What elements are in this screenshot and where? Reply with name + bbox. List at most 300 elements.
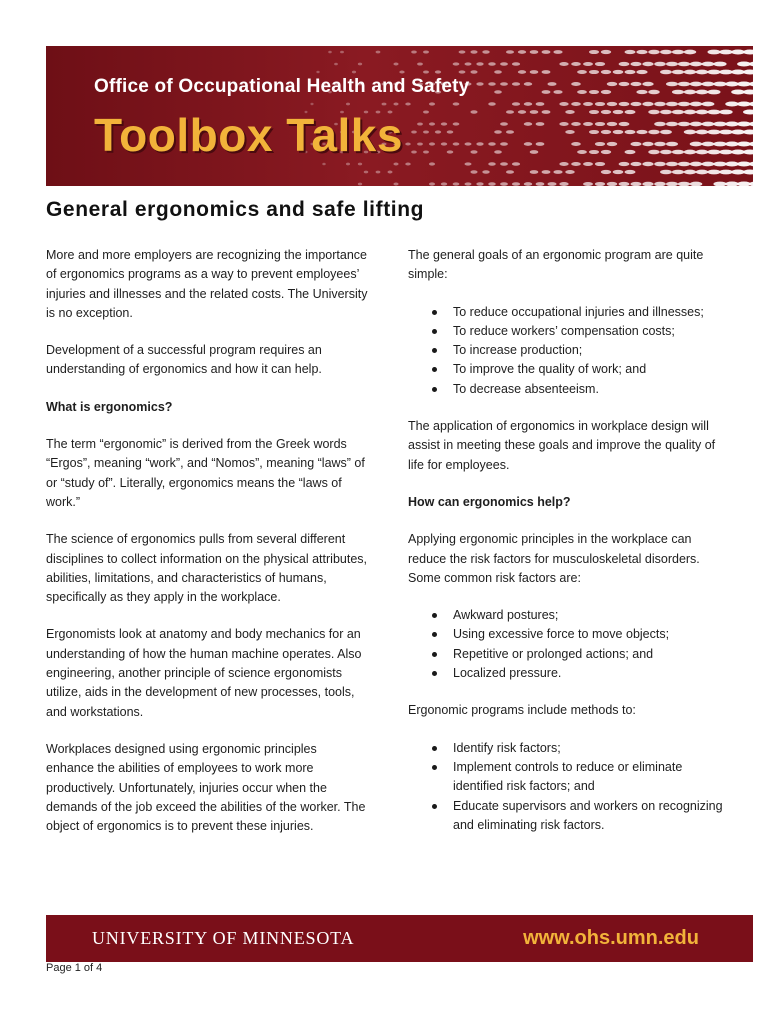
banner-dot (749, 121, 753, 126)
banner-dot (725, 182, 738, 186)
banner-dot (494, 130, 502, 134)
banner-dot (423, 110, 429, 113)
banner-dot (506, 130, 514, 134)
banner-dot (488, 142, 496, 145)
banner-dot (702, 162, 715, 167)
banner-dot (465, 62, 472, 65)
banner-dot (737, 122, 751, 127)
banner-dot (542, 90, 551, 94)
banner-dot (737, 182, 751, 186)
banner-dot (536, 122, 545, 126)
banner-dot (690, 102, 703, 107)
banner-dot (684, 170, 696, 175)
banner-dot (583, 122, 593, 126)
banner-dot (684, 130, 696, 135)
banner-dot (310, 103, 313, 105)
banner-dot (607, 182, 618, 186)
banner-dot (666, 142, 678, 147)
banner-dot (601, 110, 611, 114)
banner-dot (565, 130, 574, 134)
banner-dot (411, 50, 417, 53)
banner-dot (725, 162, 738, 167)
banner-dot (571, 62, 581, 66)
banner-dot (382, 103, 387, 106)
banner-dot (654, 102, 666, 106)
banner-dot (393, 183, 398, 186)
banner-dot (654, 122, 666, 126)
banner-dot (453, 102, 460, 105)
banner-dot (465, 182, 472, 185)
banner-dot (316, 71, 319, 73)
banner-dot (405, 103, 411, 106)
banner-dot (707, 50, 720, 55)
banner-dot (713, 82, 726, 87)
banner-dot (559, 62, 568, 66)
banner-dot (429, 182, 435, 185)
banner-dot (411, 130, 417, 133)
list-item: Identify risk factors; (453, 739, 730, 758)
banner-dot (559, 102, 568, 106)
banner-dot (417, 62, 423, 65)
banner-dot (654, 142, 666, 146)
banner-dot (589, 50, 599, 54)
banner-dot (524, 82, 532, 86)
banner-dot (571, 82, 581, 86)
banner-dot (743, 70, 753, 75)
banner-dot (518, 50, 526, 54)
footer-banner (46, 915, 753, 962)
banner-dot (334, 63, 338, 66)
banner-dot (601, 150, 611, 154)
banner-dot (607, 82, 618, 86)
banner-dot (577, 150, 587, 154)
banner-dot (731, 170, 745, 175)
banner-dot (607, 142, 618, 146)
banner-dot (512, 162, 520, 166)
how-can-ergonomics-help-heading: How can ergonomics help? (408, 494, 571, 509)
banner-dot (518, 110, 526, 114)
banner-dot (743, 110, 753, 115)
banner-dot (702, 102, 715, 107)
banner-dot (737, 162, 751, 167)
banner-dot (642, 142, 653, 146)
banner-dot (488, 62, 496, 65)
banner-dot (470, 150, 477, 153)
banner-dot (672, 70, 684, 75)
science-paragraph: The science of ergonomics pulls from several different disciplines to collect information on the physical attributes, abilities, limitations, and characteristics of humans, specifically as they apply in the workplace. (46, 532, 367, 605)
banner-dot (642, 182, 653, 186)
banner-dot (524, 142, 532, 146)
banner-dot (435, 70, 441, 73)
banner-dot (613, 170, 624, 174)
banner-dot (619, 62, 630, 66)
page-number: Page 1 of 4 (46, 962, 103, 974)
list-item: To improve the quality of work; and (453, 360, 730, 379)
banner-dot (417, 122, 423, 125)
banner-dot (601, 90, 611, 94)
banner-dot (707, 130, 720, 135)
banner-dot (648, 90, 660, 94)
banner-dot (684, 50, 696, 55)
banner-dot (696, 170, 709, 175)
banner-dot (589, 130, 599, 134)
methods-list (408, 739, 730, 835)
banner-dot (678, 122, 690, 127)
banner-dot (601, 130, 611, 134)
banner-dot (749, 101, 753, 106)
banner-dot (500, 162, 508, 166)
banner-dot (642, 82, 653, 86)
banner-dot (506, 170, 514, 174)
banner-dot (707, 170, 720, 175)
banner-dot (423, 130, 429, 133)
banner-dot (696, 130, 709, 135)
banner-dot (731, 70, 745, 75)
banner-dot (630, 102, 641, 106)
banner-dot (453, 62, 460, 65)
banner-dot (660, 110, 672, 114)
banner-dot (393, 163, 398, 166)
banner-dot (636, 50, 647, 54)
banner-dot (666, 62, 678, 67)
banner-dot (470, 70, 477, 73)
list-item: To reduce occupational injuries and illnesses; (453, 303, 730, 322)
banner-dot (524, 122, 532, 126)
banner-dot (571, 162, 581, 166)
banner-dot (494, 90, 502, 94)
banner-dot (666, 122, 678, 127)
banner-dot (601, 170, 611, 174)
banner-dot (630, 182, 641, 186)
banner-dot (731, 50, 745, 55)
banner-dot (684, 110, 696, 115)
banner-dot (441, 142, 447, 145)
banner-dot (743, 170, 753, 175)
banner-dot (625, 150, 636, 154)
banner-dot (441, 122, 447, 125)
banner-dot (512, 82, 520, 86)
list-item: Using excessive force to move objects; (453, 625, 730, 644)
banner-dot (559, 182, 568, 186)
banner-dot (630, 82, 641, 86)
banner-dot (619, 182, 630, 186)
banner-dot (500, 62, 508, 66)
banner-dot (512, 182, 520, 186)
banner-dot (666, 182, 678, 186)
list-item: Localized pressure. (453, 664, 730, 683)
banner-dot (702, 142, 715, 147)
banner-dot (553, 50, 562, 54)
banner-dot (542, 110, 551, 114)
banner-dot (702, 122, 715, 127)
term-definition-paragraph: The term “ergonomic” is derived from the Greek words “Ergos”, meaning “work”, and “Nomos”, meaning “laws” of or “study of”. Literally, ergonomics means the “laws of work.” (46, 437, 365, 509)
banner-dot (690, 82, 703, 87)
banner-dot (393, 103, 398, 106)
right-column (408, 246, 730, 853)
banner-dot (642, 162, 653, 166)
banner-dot (512, 62, 520, 66)
banner-dot (713, 142, 726, 147)
banner-dot (405, 143, 411, 146)
banner-dot (678, 162, 690, 167)
banner-dot (690, 142, 703, 147)
banner-dot (423, 70, 429, 73)
list-item: Awkward postures; (453, 606, 730, 625)
banner-dot (601, 50, 611, 54)
banner-dot (494, 150, 502, 154)
banner-dot (743, 90, 753, 95)
banner-dot (429, 142, 435, 145)
banner-dot (619, 102, 630, 106)
banner-dot (660, 130, 672, 134)
banner-dot (518, 70, 526, 74)
website-link[interactable]: www.ohs.umn.edu (523, 927, 699, 949)
banner-dot (630, 162, 641, 166)
banner-dot (642, 102, 653, 106)
banner-dot (690, 162, 703, 167)
banner-dot (476, 142, 483, 145)
banner-dot (630, 142, 641, 146)
banner-dot (749, 141, 753, 146)
banner-dot (672, 170, 684, 175)
banner-dot (500, 82, 508, 86)
banner-dot (719, 150, 732, 155)
banner-dot (648, 150, 660, 154)
office-name: Office of Occupational Health and Safety (94, 76, 470, 97)
banner-dot (737, 62, 751, 67)
banner-dot (743, 150, 753, 155)
banner-dot (601, 70, 611, 74)
banner-dot (470, 170, 477, 173)
toolbox-talks-title: Toolbox Talks (94, 109, 403, 161)
banner-dot (559, 122, 568, 126)
list-item: To reduce workers’ compensation costs; (453, 322, 730, 341)
goals-intro-paragraph: The general goals of an ergonomic program are quite simple: (408, 248, 704, 282)
banner-dot (731, 90, 745, 95)
banner-dot (684, 90, 696, 95)
banner-dot (524, 182, 532, 186)
banner-dot (559, 162, 568, 166)
banner-dot (678, 82, 690, 87)
banner-dot (713, 182, 726, 186)
banner-dot (506, 110, 514, 114)
banner-dot (619, 122, 630, 126)
banner-dot (719, 170, 732, 175)
banner-dot (595, 142, 605, 146)
banner-dot (719, 50, 732, 55)
banner-dot (625, 70, 636, 74)
banner-dot (690, 122, 703, 127)
banner-dot (749, 61, 753, 66)
banner-dot (577, 90, 587, 94)
banner-dot (678, 182, 690, 186)
banner-dot (737, 102, 751, 107)
page-title: General ergonomics and safe lifting (46, 198, 425, 221)
banner-dot (719, 130, 732, 135)
banner-dot (470, 110, 477, 113)
banner-dot (678, 102, 690, 107)
banner-dot (731, 150, 745, 155)
banner-dot (731, 130, 745, 135)
banner-dot (707, 110, 720, 115)
banner-dot (648, 130, 660, 134)
banner-dot (696, 110, 709, 115)
banner-dot (536, 142, 545, 146)
banner-dot (524, 102, 532, 106)
left-column (46, 246, 368, 854)
banner-dot (536, 102, 545, 106)
banner-dot (613, 130, 624, 134)
banner-dot (625, 170, 636, 174)
banner-dot (470, 50, 477, 53)
ergonomists-paragraph: Ergonomists look at anatomy and body mechanics for an understanding of how the human machine operates. Also engineering, another principle of science ergonomists utilize, aids in the development of new processes, tools, and workstations. (46, 627, 362, 719)
banner-dot (583, 162, 593, 166)
banner-dot (589, 70, 599, 74)
banner-dot (441, 182, 447, 185)
banner-dot (488, 82, 496, 85)
banner-dot (589, 90, 599, 94)
risk-factors-list (408, 606, 730, 683)
banner-dot (690, 182, 703, 186)
workplaces-paragraph: Workplaces designed using ergonomic principles enhance the abilities of employees to work more productively. Unfortunately, injuries occur when the demands of the job exceed the abilities of the worker. The object of ergonomics is to prevent these injuries. (46, 741, 366, 834)
banner-dot (577, 70, 587, 74)
banner-dot (660, 70, 672, 74)
banner-dot (553, 90, 562, 94)
banner-dot (411, 150, 417, 153)
banner-dot (725, 122, 738, 127)
application-paragraph: The application of ergonomics in workplace design will assist in meeting these goals and improve the quality of life for employees. (408, 419, 716, 472)
banner-dot (636, 70, 647, 74)
banner-dot (583, 62, 593, 66)
banner-dot (399, 71, 404, 74)
banner-dot (536, 182, 545, 186)
banner-dot (672, 150, 684, 155)
banner-dot (346, 103, 350, 106)
banner-dot (625, 130, 636, 134)
banner-dot (583, 102, 593, 106)
banner-dot (393, 63, 398, 66)
banner-dot (666, 82, 678, 87)
banner-dot (530, 110, 539, 114)
banner-dot (690, 62, 703, 67)
banner-dot (530, 150, 539, 154)
intro-paragraph: More and more employers are recognizing the importance of ergonomics programs as a way to prevent employees’ injuries and illnesses and the related costs. The University is no exception. (46, 248, 368, 320)
banner-dot (500, 142, 508, 146)
banner-dot (743, 130, 753, 135)
banner-dot (589, 150, 599, 154)
banner-dot (707, 90, 720, 95)
banner-dot (571, 142, 581, 146)
banner-dot (595, 122, 605, 126)
banner-dot (595, 62, 605, 66)
banner-dot (595, 162, 605, 166)
banner-dot (482, 50, 489, 53)
banner-dot (530, 70, 539, 74)
banner-dot (660, 150, 672, 154)
banner-dot (749, 161, 753, 166)
goals-list (408, 303, 730, 399)
banner-dot (636, 90, 647, 94)
banner-dot (488, 182, 496, 185)
banner-dot (713, 162, 726, 167)
banner-dot (571, 102, 581, 106)
banner-dot (417, 142, 423, 145)
banner-dot (476, 82, 483, 85)
banner-dot (405, 163, 411, 166)
banner-dot (376, 51, 381, 54)
banner-dot (684, 70, 696, 75)
banner-dot (547, 82, 556, 86)
banner-dot (346, 163, 350, 166)
banner-dot (429, 122, 435, 125)
banner-dot (684, 150, 696, 155)
methods-intro-paragraph: Ergonomic programs include methods to: (408, 703, 636, 718)
banner-dot (459, 70, 466, 73)
university-wordmark: UNIVERSITY OF MINNESOTA (92, 928, 355, 948)
banner-dot (607, 102, 618, 106)
banner-dot (423, 50, 429, 53)
banner-dot (613, 110, 624, 114)
banner-dot (429, 102, 435, 105)
banner-dot (530, 170, 539, 174)
banner-dot (702, 62, 715, 67)
banner-dot (352, 71, 356, 74)
banner-dot (488, 162, 496, 165)
banner-dot (571, 122, 581, 126)
banner-dot (358, 183, 362, 186)
banner-dot (725, 102, 738, 107)
banner-dot (672, 110, 684, 115)
banner-dot (749, 81, 753, 86)
banner-dot (696, 70, 709, 75)
banner-dot (654, 62, 666, 66)
banner-dot (547, 182, 556, 186)
banner-dot (619, 82, 630, 86)
list-item: To increase production; (453, 341, 730, 360)
banner-dot (465, 162, 472, 165)
banner-dot (453, 122, 460, 125)
banner-dot (435, 130, 441, 133)
banner-dot (565, 110, 574, 114)
banner-dot (743, 50, 753, 55)
banner-dot (613, 70, 624, 74)
banner-dot (542, 170, 551, 174)
banner-dot (494, 70, 502, 74)
banner-dot (453, 182, 460, 185)
banner-dot (376, 171, 381, 174)
banner-dot (672, 50, 684, 55)
banner-dot (482, 170, 489, 173)
banner-dot (737, 142, 751, 147)
banner-dot (506, 50, 514, 54)
banner-dot (654, 162, 666, 166)
banner-dot (636, 130, 647, 134)
banner-dot (364, 171, 368, 174)
banner-dot (707, 150, 720, 155)
banner-dot (672, 90, 684, 95)
banner-dot (512, 102, 520, 106)
banner-dot (500, 182, 508, 186)
banner-dot (666, 102, 678, 107)
banner-dot (387, 171, 392, 174)
list-item: Educate supervisors and workers on recognizing and eliminating risk factors. (453, 797, 730, 836)
banner-dot (476, 62, 483, 65)
banner-dot (429, 162, 435, 165)
banner-dot (666, 162, 678, 167)
banner-dot (696, 90, 709, 95)
header-banner (46, 46, 753, 186)
list-item: Repetitive or prolonged actions; and (453, 645, 730, 664)
